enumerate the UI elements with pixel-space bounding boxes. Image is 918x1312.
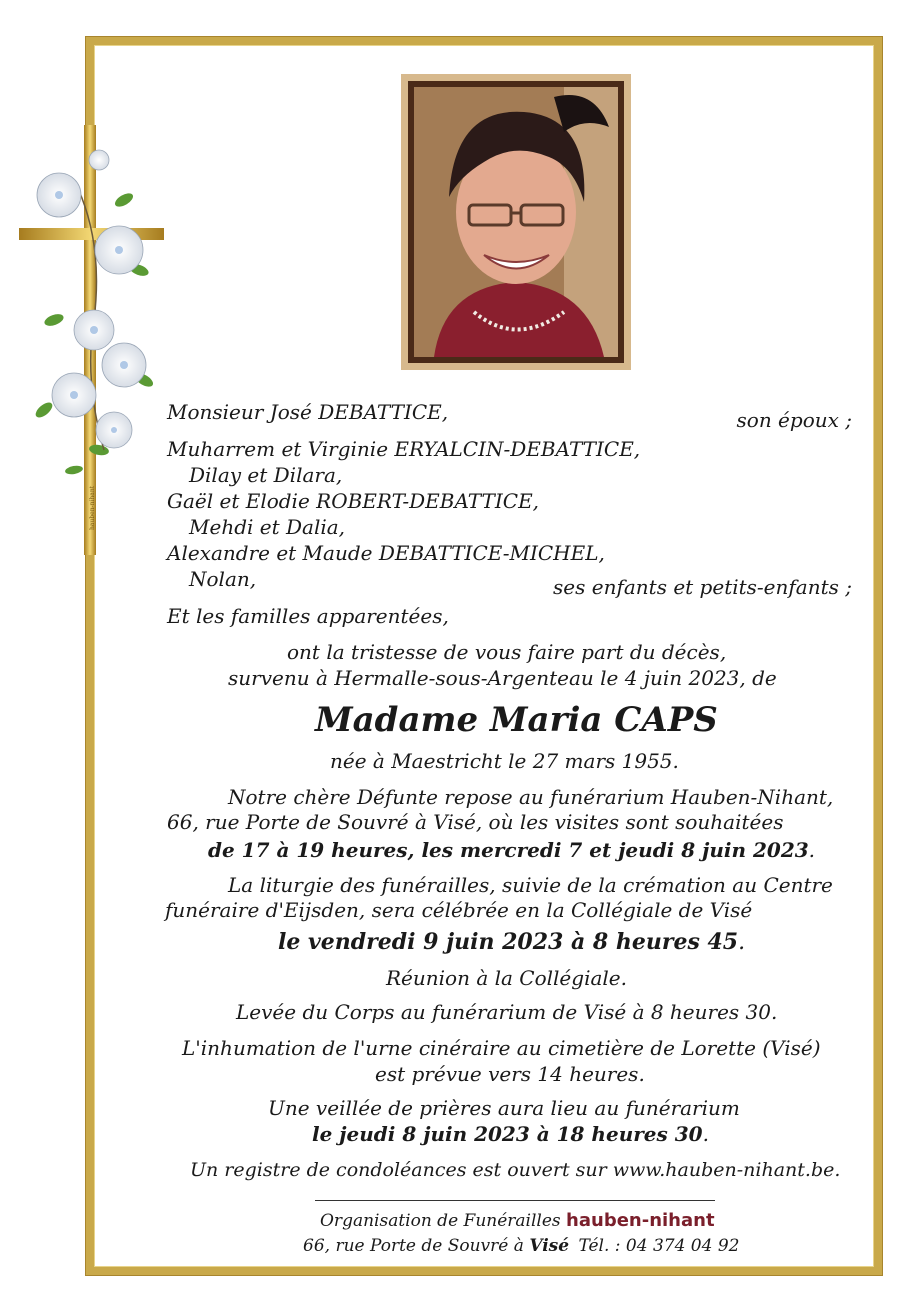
vigil-line: Une veillée de prières aura lieu au funérarium bbox=[268, 1096, 740, 1120]
deceased-name: Madame Maria CAPS bbox=[315, 700, 718, 740]
announce-line-1: ont la tristesse de vous faire part du décès, bbox=[287, 640, 727, 664]
meeting-line: Réunion à la Collégiale. bbox=[386, 966, 627, 990]
cross-with-flowers bbox=[14, 120, 174, 590]
rest-line-1: Notre chère Défunte repose au funérarium Hauben-Nihant, bbox=[228, 785, 834, 809]
register-line: Un registre de condoléances est ouvert sur www.hauben-nihant.be. bbox=[190, 1159, 841, 1181]
vigil-date-line: le jeudi 8 juin 2023 à 18 heures 30. bbox=[312, 1122, 709, 1146]
spouse-role: son époux ; bbox=[736, 408, 852, 432]
portrait-frame bbox=[401, 74, 631, 370]
brand-logo: hauben-nihant bbox=[566, 1210, 715, 1231]
burial-line-1: L'inhumation de l'urne cinéraire au cimetière de Lorette (Visé) bbox=[182, 1036, 821, 1060]
liturgy-line-1: La liturgie des funérailles, suivie de la crémation au Centre bbox=[228, 873, 833, 897]
leave-line: Levée du Corps au funérarium de Visé à 8 heures 30. bbox=[236, 1000, 778, 1024]
portrait-photo bbox=[414, 87, 618, 357]
child-line-4: Mehdi et Dalia, bbox=[189, 515, 346, 539]
child-line-6: Nolan, bbox=[189, 567, 257, 591]
born-line: née à Maestricht le 27 mars 1955. bbox=[330, 749, 679, 773]
child-line-3: Gaël et Elodie ROBERT-DEBATTICE, bbox=[167, 489, 540, 513]
child-line-2: Dilay et Dilara, bbox=[189, 463, 343, 487]
child-line-5: Alexandre et Maude DEBATTICE-MICHEL, bbox=[167, 541, 605, 565]
footer-address: 66, rue Porte de Souvré à Visé Tél. : 04 374 04 92 bbox=[303, 1236, 740, 1256]
visits-line: de 17 à 19 heures, les mercredi 7 et jeudi 8 juin 2023. bbox=[208, 838, 816, 862]
children-role: ses enfants et petits-enfants ; bbox=[553, 575, 852, 599]
spouse-name: Monsieur José DEBATTICE, bbox=[167, 400, 449, 424]
footer-divider bbox=[315, 1200, 715, 1201]
announce-line-2: survenu à Hermalle-sous-Argenteau le 4 juin 2023, de bbox=[228, 666, 777, 690]
child-line-1: Muharrem et Virginie ERYALCIN-DEBATTICE, bbox=[167, 437, 641, 461]
families-line: Et les familles apparentées, bbox=[167, 604, 449, 628]
ceremony-line: le vendredi 9 juin 2023 à 8 heures 45. bbox=[278, 929, 746, 955]
burial-line-2: est prévue vers 14 heures. bbox=[375, 1062, 645, 1086]
liturgy-line-2: funéraire d'Eijsden, sera célébrée en la Collégiale de Visé bbox=[165, 898, 753, 922]
cross-mark-text: hauben-nihant bbox=[89, 485, 96, 530]
footer-org: Organisation de Funérailles hauben-nihant bbox=[320, 1210, 715, 1231]
rest-line-2: 66, rue Porte de Souvré à Visé, où les visites sont souhaitées bbox=[167, 810, 784, 834]
